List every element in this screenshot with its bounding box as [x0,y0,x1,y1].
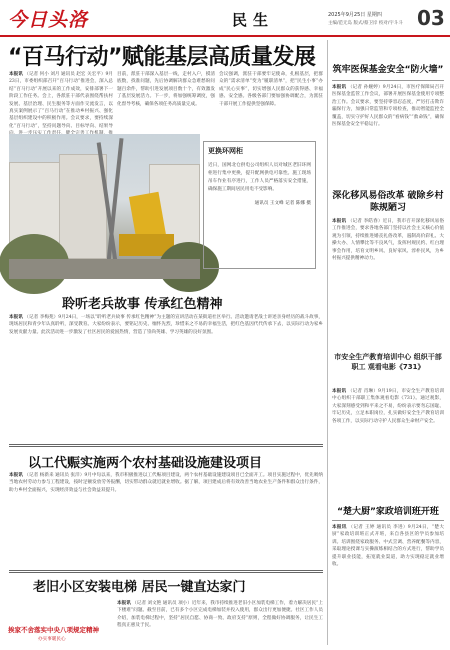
side4-lead: 本报讯 [332,525,347,530]
side2-lead: 本报讯 [332,219,347,224]
side1-rule [332,80,444,81]
story2-headline: 聆听老兵故事 传承红色精神 [62,297,223,312]
newspaper-logo: 今日头洛 [8,9,89,31]
story4-headline: 老旧小区安装电梯 居民一键直达家门 [33,580,246,595]
side1-body: （记者 孙婉婷）9月24日，市医疗保障局召开医保基金监管工作会议，部署开展医保基金使用专项整治工作。会议要求，要坚持零容忍态度，严厉打击欺诈骗保行为，加强日常监管和专项检查，推动智能监控全覆盖，切实守护好人民群众的“看病钱”“救命钱”，确保医保基金安全平稳运行。 [332,85,444,128]
main-story-mid: 目前，派驻干部深入基层一线，走村入户，摸清底数，找准问题，先后协调解决群众急难愁盼问题百余件，帮助引进发展项目数十个，有效激发了基层发展活力。下一步，将加强统筹调度，强化督导考核，确保各项任务高质量完成。 [117,72,215,107]
story3-lead: 本报讯 [9,473,23,478]
photo-caption-title: 更换环网柜 [208,147,243,155]
story2-body: （记者 李梅苑）9月24日，一场以“聆听老兵故事 传承红色精神”为主题的宣讲活动在某街道社区举行。活动邀请老战士讲述亲身经历的战斗故事，现场居民和青少年认真聆听，深受教育。大家纷纷表示，要铭记历史、缅怀先烈，珍惜来之不易的幸福生活，把红色基因代代传承下去，以实际行动为家乡发展贡献力量。此次活动进一步激发了社区居民的爱国热情，营造了崇尚英雄、学习英雄的良好氛围。 [9,315,323,335]
box-story-sub: 办实事暖民心 [38,637,66,642]
story4-body: （记者 刘文艳 通讯员 项小）近年来，我市持续推进老旧小区加装电梯工作，着力解决居民“上下楼难”问题。截至目前，已有多个小区完成电梯加装并投入使用，群众出行更加便捷。社区工作人员介绍，加装电梯过程中，坚持“居民自愿、协商一致、政府支持”原则，全程做好协调服务，让民生工程真正惠及于民。 [117,601,323,629]
side1-headline: 筑牢医保基金安全“防火墙” [332,65,444,75]
side4-rule [332,520,444,521]
story4-body-block [117,600,323,645]
photo-credit: 通讯员 王文峰 记者 陈娜 摄 [254,201,311,206]
side4-body: （记者 王婷 通讯员 李进）9月24日，“楚大厨”家政培训班正式开班，来自各县区的学员参加培训。培训围绕家政服务、中式烹调、营养配餐等内容，采取理论授课与实操演练相结合的方式进行，帮助学员提升职业技能，拓宽就业渠道，助力实现稳定就业增收。 [332,525,444,568]
box-story-headline: 挨家不舍落实中央八项规定精神 [8,626,99,634]
main-story-col3 [219,71,323,131]
story4-lead: 本报讯 [117,601,131,606]
side4-headline: “楚大厨”家政培训班开班 [337,507,439,517]
photo-caption-text: 近日，国网北仓供电公司组织人员对城区老旧环网柜进行集中更换，提升配网供电可靠性。施工现场吊车作业有序进行，工作人员严格落实安全措施，确保施工期间居民用电不受影响。 [208,163,311,192]
main-headline: “百马行动”赋能基层高质量发展 [8,45,316,70]
side3-headline: 市安全生产教育培训中心 组织干部职工 观看电影《731》 [334,353,442,371]
column-divider [327,40,328,645]
main-story-right: 会议强调，派驻干部要牢记使命，扎根基层，把群众的“需求清单”变为“履职清单”，把“民生小事”办成“民心实事”，切实增强人民群众的获得感、幸福感、安全感。各级各部门要加强协调配合，为派驻干部开展工作提供坚强保障。 [219,72,323,107]
section-rule-2 [9,570,323,573]
side3-lead: 本报讯 [332,389,347,394]
side1-lead: 本报讯 [332,85,347,90]
story2-lead: 本报讯 [9,315,23,320]
masthead [0,0,450,37]
section-rule [9,444,323,447]
main-story-body: （记者 何小 刘月 通讯员 赵宏 关宏平）9月23日，市委组织部召开“百马行动”推进会，深入总结“百马行动”开展以来的工作成效，安排部署下一阶段工作任务。会上，各派驻干部代表围绕帮扶村发展、基层治理、民生服务等方面作交流发言，以真实案例展示了“百马行动”在推动乡村振兴、强化基层组织建设中的积极作用。会议要求，要持续深化“百马行动”，坚持问题导向、目标导向、结果导 [9,72,113,129]
story3-headline: 以工代赈实施两个农村基础设施建设项目 [28,456,263,471]
story3-body-block [9,472,323,572]
side2-body: （记者 李皓春）近日，我市召开深化移风易俗工作推进会，要求各地各部门坚持以社会主义核心价值观为引领，持续推进婚丧礼俗改革，遏制高价彩礼、大操大办、人情攀比等不良风气，发挥村规民约、红白理事会作用，培育文明乡风、良好家风、淳朴民风，为乡村振兴提供精神动力。 [332,219,444,262]
page-number: 03 [417,6,445,30]
side3-body-block [332,388,444,498]
story2-body-block [9,314,323,376]
side2-body-block [332,218,444,338]
main-story-col1 [9,71,113,131]
main-story-col2 [117,71,215,131]
photo-caption-box [203,141,316,269]
story3-body: （记者 杨新来 通讯员 张洋）9月中旬以来，我市积极推进以工代赈项目建设，两个农村基础设施建设项目已全面开工。项目实施过程中，优先吸纳当地农村劳动力参与工程建设，按时足额发放劳务报酬，切实带动群众就近就业增收。据了解，项目建成后将有效改善当地农业生产条件和群众出行条件，助力乡村全面振兴，实现经济效益与社会效益双提升。 [9,473,323,493]
side4-body-block [332,524,444,644]
news-photo-crane [9,134,200,279]
side3-body: （记者 肖琳）9月19日，市安全生产教育培训中心组织干部职工集体观看电影《731》。通过观影，大家深刻感受到和平来之不易，纷纷表示要勿忘国耻、牢记历史，立足本职岗位，扎实做好安全生产教育培训各项工作，以实际行动守护人民群众生命财产安全。 [332,389,444,424]
side1-body-block [332,84,444,184]
issue-date: 2025年9月25日 星期四 [328,12,382,18]
side2-headline: 深化移风易俗改革 破除乡村陈规陋习 [332,191,444,213]
issue-editors: 主编/范无岛 版式/蔡卫岸 校对/宇斗斗 [328,21,403,26]
main-story-lead: 本报讯 [9,72,23,77]
section-name: 民生 [232,11,275,29]
